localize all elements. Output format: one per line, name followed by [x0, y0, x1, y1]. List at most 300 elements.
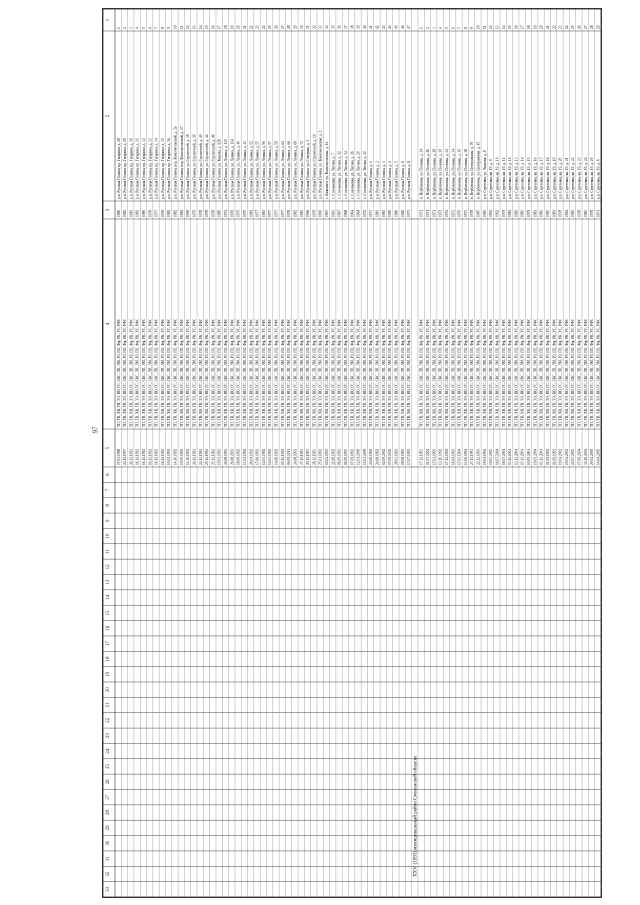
table-cell-addr: р.п. Русская Поляна, ул. Ленина, д. 68	[293, 141, 298, 199]
column-number: 8	[106, 504, 111, 507]
table-cell-date: 03.11.2004	[520, 448, 525, 465]
table-cell-addr: р.п. Русская Поляна, ул. Строителей, д. 14	[312, 134, 317, 199]
table-cell-date: 25.11.1992	[205, 448, 210, 465]
table-cell-date: 01.07.2004	[426, 448, 431, 465]
table-cell-date: 10.03.2003	[489, 448, 494, 465]
table-cell-n: 11	[179, 25, 184, 29]
table-cell-n: 26	[577, 25, 582, 29]
table-cell-n: 5	[142, 27, 147, 29]
table-cell-date: 01.09.1993	[552, 448, 557, 465]
table-cell-addr: р.п. Русская Поляна, ул. Ленина, д. 59	[274, 141, 279, 199]
table-cell-works: ТП, ТВ, ХВ, ГВ, ЭЭ, ВО, ГС, СКС, ЛП, ЛМ, РЗ, ПЛ, Фф, РК, УС, РФС	[400, 318, 405, 427]
table-cell-works: ТП, ТВ, ХВ, ГВ, ЭЭ, ВО, ГС, СКС, ЛП, ЛМ, РЗ, ПЛ, Фф, РК, УС, РФС	[173, 318, 178, 427]
table-cell-date: 13.10.1992	[438, 448, 443, 465]
table-cell-works: ТП, ТВ, ХВ, ГВ, ЭЭ, ВО, ГС, СКС, ЛП, ЛМ, РЗ, ПЛ, Фф, РК, УС, РФС	[375, 318, 380, 427]
column-number: 20	[106, 687, 111, 693]
table-cell-works: ТП, ТВ, ХВ, ГВ, ЭЭ, ВО, ГС, СКС, ЛП, ЛМ, РЗ, ПЛ, Фф, РК, УС, РФС	[224, 318, 229, 427]
table-cell-year: 1984	[179, 209, 184, 217]
table-cell-n: 18	[527, 25, 532, 29]
table-cell-date: 10.05.1992	[179, 448, 184, 465]
table-cell-works: ТП, ТВ, ХВ, ГВ, ЭЭ, ВО, ГС, СКС, ЛП, ЛМ, РЗ, ПЛ, Фф, РК, УС, РФС	[148, 318, 153, 427]
table-cell-works: ТП, ТВ, ХВ, ГВ, ЭЭ, ВО, ГС, СКС, ЛП, ЛМ, РЗ, ПЛ, Фф, РК, УС, РФС	[179, 318, 184, 427]
table-cell-works: ТП, ТВ, ХВ, ГВ, ЭЭ, ВО, ГС, СКС, ЛП, ЛМ, РЗ, ПЛ, Фф, РК, УС, РФС	[407, 318, 412, 427]
column-number: 3	[106, 208, 111, 212]
table-cell-date: 07.09.2002	[388, 448, 393, 465]
table-cell-date: 17.01.1993	[432, 448, 437, 465]
table-cell-addr: р.п. Сергеевка, кв. 19, д. 11	[501, 157, 506, 199]
table-cell-addr: р.п. Русская Поляна, ул. Ленина, д. 40	[236, 141, 241, 199]
table-cell-n: 17	[520, 25, 525, 29]
table-cell-n: 31	[306, 25, 311, 29]
table-cell-n: 8	[160, 27, 165, 29]
table-cell-addr: р.п. Сергеевка, кв. 19, д. 19	[552, 157, 557, 199]
table-cell-addr: р.п. Русская Поляна, пр. Гагарина, д. 30	[129, 138, 134, 199]
table-cell-year: 1973	[407, 209, 412, 217]
table-cell-date: 26.11.1993	[129, 448, 134, 465]
column-number: 30	[106, 840, 111, 846]
table-cell-addr: р.п. Сергеевка, кв. 19, д. 6	[596, 159, 601, 199]
table-cell-n: 25	[268, 25, 273, 29]
table-cell-n: 27	[280, 25, 285, 29]
table-cell-works: ТП, ТВ, ХВ, ГВ, ЭЭ, ВО, ГС, СКС, ЛП, ЛМ, РЗ, ПЛ, Фф, РК, УС, РФС	[583, 318, 588, 427]
table-cell-date: 19.01.1994	[482, 448, 487, 465]
table-cell-works: ТП, ТВ, ХВ, ГВ, ЭЭ, ВО, ГС, СКС, ЛП, ЛМ, РЗ, ПЛ, Фф, РК, УС, РФС	[482, 318, 487, 427]
table-cell-works: ТП, ТВ, ХВ, ГВ, ЭЭ, ВО, ГС, СКС, ЛП, ЛМ, РЗ, ПЛ, Фф, РК, УС, РФС	[419, 318, 424, 427]
table-cell-addr: р.п. Русская Поляна, ул. Строителей, д. 38	[186, 134, 191, 199]
table-cell-addr: р.п. Сергеевка, кв. 19, д. 13	[514, 157, 519, 199]
table-cell-year: 1975	[236, 209, 241, 217]
table-cell-works: ТП, ТВ, ХВ, ГВ, ЭЭ, ВО, ГС, СКС, ЛП, ЛМ, РЗ, ПЛ, Фф, РК, УС, РФС	[489, 318, 494, 427]
table-cell-date: 03.11.2004	[539, 448, 544, 465]
page-number: 97	[91, 426, 100, 434]
table-cell-addr: р.п. Русская Поляна, ул. Строителей, д. 46	[211, 134, 216, 199]
table-cell-date: 14.10.1992	[173, 448, 178, 465]
table-cell-date: 24.08.1993	[293, 448, 298, 465]
table-cell-year: 1971	[426, 209, 431, 217]
table-cell-year: 1978	[577, 209, 582, 217]
table-cell-addr: р.п. Русская Поляна, ул. Ленина, д. 130	[224, 139, 229, 199]
table-cell-n: 29	[293, 25, 298, 29]
table-cell-works: ТП, ТВ, ХВ, ГВ, ЭЭ, ВО, ГС, СКС, ЛП, ЛМ, РЗ, ПЛ, Фф, РК, УС, РФС	[116, 318, 121, 427]
table-cell-addr: р.п. Русская Поляна, ул. Ленина, д. 55	[255, 141, 260, 199]
table-cell-addr: р.п. Русская Поляна, ул. Строителей, д. 40	[198, 134, 203, 199]
table-cell-n: 7	[457, 27, 462, 29]
table-cell-n: 22	[552, 25, 557, 29]
table-cell-addr: п. Верблюжка, ул. Полевая, д. 28	[432, 148, 437, 199]
table-cell-date: 13.06.1994	[463, 448, 468, 465]
table-cell-date: 16.11.1992	[160, 448, 165, 465]
table-cell-n: 3	[129, 27, 134, 29]
table-cell-addr: п. Верблюжка, ул. Полевая, д. 38	[463, 148, 468, 199]
table-cell-addr: р.п. Русская Поляна, ул. Северная, д. 1	[306, 139, 311, 199]
table-cell-date: 16.07.2004	[501, 448, 506, 465]
table-cell-works: ТП, ТВ, ХВ, ГВ, ЭЭ, ВО, ГС, СКС, ЛП, ЛМ, РЗ, ПЛ, Фф, РК, УС, РФС	[476, 318, 481, 427]
table-cell-addr: р.п. Русская Поляна, пр. Гагарина, д. 28	[116, 138, 121, 199]
column-number: 25	[106, 763, 111, 769]
table-cell-addr: р.п. Русская Поляна, пр. Гагарина, д. 35	[160, 138, 165, 199]
table-cell-n: 14	[198, 25, 203, 29]
table-cell-addr: п. Верблюжка, ул. Полевая, д. 32	[444, 148, 449, 199]
table-cell-n: 15	[205, 25, 210, 29]
table-cell-n: 20	[539, 25, 544, 29]
column-number: 9	[106, 519, 111, 522]
table-cell-year: 1978	[470, 209, 475, 217]
table-cell-works: ТП, ТВ, ХВ, ГВ, ЭЭ, ВО, ГС, СКС, ЛП, ЛМ, РЗ, ПЛ, Фф, РК, УС, РФС	[394, 318, 399, 427]
table-cell-n: 28	[590, 25, 595, 29]
table-cell-addr: р.п. Сергеевка, кв. 19, д. 9	[489, 159, 494, 199]
table-cell-n: 24	[261, 25, 266, 29]
table-cell-addr: р.п. Русская Поляна, д. 6	[400, 161, 405, 199]
table-cell-addr: р.п. Русская Поляна, д. 1	[369, 161, 374, 199]
table-cell-year: 1971	[419, 209, 424, 217]
table-cell-year: 1964	[350, 209, 355, 217]
table-cell-year: 1980	[394, 209, 399, 217]
table-cell-date: 07.09.2004	[577, 448, 582, 465]
table-cell-n: 40	[362, 25, 367, 29]
table-cell-n: 34	[325, 25, 330, 29]
table-cell-addr: р.п. Сергеевка, кв. 19, д. 25	[590, 157, 595, 199]
column-number: 21	[106, 702, 111, 708]
table-cell-date: 02.04.1993	[325, 448, 330, 465]
table-cell-works: ТП, ТВ, ХВ, ГВ, ЭЭ, ВО, ГС, СКС, ЛП, ЛМ, РЗ, ПЛ, Фф, РК, УС, РФС	[552, 318, 557, 427]
table-cell-date: 16.07.2004	[495, 448, 500, 465]
column-number: 18	[106, 656, 111, 662]
table-cell-year: 1982	[293, 209, 298, 217]
table-cell-date: 12.01.2009	[356, 448, 361, 465]
table-cell-addr: р.п. Русская Поляна, пр. Гагарина, д. 36	[167, 138, 172, 199]
table-cell-year: 1983	[571, 209, 576, 217]
table-cell-date: 26.08.1993	[224, 448, 229, 465]
table-cell-works: ТП, ТВ, ХВ, ГВ, ЭЭ, ВО, ГС, СКС, ЛП, ЛМ, РЗ, ПЛ, Фф, РК, УС, РФС	[571, 318, 576, 427]
table-cell-year: 1983	[583, 209, 588, 217]
table-cell-year: 1979	[501, 209, 506, 217]
table-cell-works: ТП, ТВ, ХВ, ГВ, ЭЭ, ВО, ГС, СКС, ЛП, ЛМ, РЗ, ПЛ, Фф, РК, УС, РФС	[426, 318, 431, 427]
table-cell-year: 1985	[388, 209, 393, 217]
table-cell-date: 19.11.1992	[280, 448, 285, 465]
table-cell-works: ТП, ТВ, ХВ, ГВ, ЭЭ, ВО, ГС, СКС, ЛП, ЛМ, РЗ, ПЛ, Фф, РК, УС, РФС	[142, 318, 147, 427]
table-cell-year: 1977	[154, 209, 159, 217]
table-cell-date: 16.11.1992	[135, 448, 140, 465]
table-cell-addr: р.п. Сергеевка, кв. 19, д. 22	[571, 157, 576, 199]
table-cell-works: ТП, ТВ, ХВ, ГВ, ЭЭ, ВО, ГС, СКС, ЛП, ЛМ, РЗ, ПЛ, Фф, РК, УС, РФС	[154, 318, 159, 427]
table-cell-date: 28.03.1993	[394, 448, 399, 465]
table-cell-n: 25	[571, 25, 576, 29]
table-cell-addr: п. Верблюжка, ул. Полевая, д. 30	[438, 148, 443, 199]
column-number: 10	[106, 533, 111, 539]
table-cell-addr: р.п. Русская Поляна, ул. Кирова, д. 128	[217, 139, 222, 199]
table-cell-n: 10	[173, 25, 178, 29]
table-cell-n: 22	[249, 25, 254, 29]
table-cell-year: 1978	[211, 209, 216, 217]
table-cell-year: 1972	[444, 209, 449, 217]
table-cell-date: 17.07.1993	[407, 448, 412, 465]
table-cell-year: 1973	[451, 209, 456, 217]
column-number: 32	[106, 871, 111, 877]
table-cell-date: 26.04.1992	[249, 448, 254, 465]
table-cell-date: 22.08.1992	[331, 448, 336, 465]
table-cell-n: 15	[508, 25, 513, 29]
table-cell-date: 12.01.2009	[362, 448, 367, 465]
column-number: 7	[106, 488, 111, 492]
column-number: 31	[106, 856, 111, 862]
table-cell-n: 29	[596, 25, 601, 29]
table-cell-addr: с. Соловьевка, ул. Титова, д. 20	[356, 151, 361, 199]
table-cell-date: 13.11.2004	[514, 448, 519, 465]
table-cell-works: ТП, ТВ, ХВ, ГВ, ЭЭ, ВО, ГС, СКС, ЛП, ЛМ, РЗ, ПЛ, Фф, РК, УС, РФС	[470, 318, 475, 427]
table-cell-addr: п. Верблюжка, ул. Полевая, д. 36	[457, 148, 462, 199]
table-cell-date: 16.11.1992	[154, 448, 159, 465]
table-cell-addr: р.п. Русская Поляна, д. 3	[381, 161, 386, 199]
column-number: 29	[106, 825, 111, 831]
table-cell-works: ТП, ТВ, ХВ, ГВ, ЭЭ, ВО, ГС, СКС, ЛП, ЛМ, РЗ, ПЛ, Фф, РК, УС, РФС	[167, 318, 172, 427]
table-cell-n: 9	[470, 27, 475, 29]
table-cell-n: 28	[287, 25, 292, 29]
table-cell-n: 1	[116, 27, 121, 29]
table-cell-works: ТП, ТВ, ХВ, ГВ, ЭЭ, ВО, ГС, СКС, ЛП, ЛМ, РЗ, ПЛ, Фф, РК, УС, РФС	[369, 318, 374, 427]
table-cell-date: 19.04.2002	[558, 448, 563, 465]
table-cell-year: 1978	[287, 209, 292, 217]
table-cell-addr: р.п. Сергеевка, кв. 19, д. 18	[545, 157, 550, 199]
table-cell-addr: р.п. Сергеевка, кв. 19, д. 16	[533, 157, 538, 199]
table-cell-n: 9	[167, 27, 172, 29]
table-cell-date: 16.11.1992	[142, 448, 147, 465]
table-cell-year: 1992	[495, 209, 500, 217]
table-cell-addr: п. Верблюжка, ул. Полевая, д. 34	[451, 148, 456, 199]
table-cell-n: 2	[123, 27, 128, 29]
table-cell-n: 43	[381, 25, 386, 29]
table-cell-year: 1992	[489, 209, 494, 217]
table-cell-addr: с. Соловьевка, ул. Титова, д. 7	[331, 153, 336, 199]
table-cell-date: 24.08.1992	[369, 448, 374, 465]
table-cell-addr: р.п. Русская Поляна, ул. Ленина, д. 134	[230, 139, 235, 199]
table-cell-date: 22.07.2003	[571, 448, 576, 465]
table-cell-addr: р.п. Сергеевка, кв. 19, д. 12	[508, 157, 513, 199]
table-cell-n: 12	[489, 25, 494, 29]
column-number: 23	[106, 733, 111, 739]
table-cell-addr: с. Соловьевка, ул. Титова, д. 16	[350, 151, 355, 199]
table-cell-date: 16.04.1993	[451, 448, 456, 465]
table-cell-date: 28.11.1993	[312, 448, 317, 465]
table-cell-year: 1982	[135, 209, 140, 217]
table-cell-works: ТП, ТВ, ХВ, ГВ, ЭЭ, ВО, ГС, СКС, ЛП, ЛМ, РЗ, ПЛ, Фф, РК, УС, РФС	[438, 318, 443, 427]
table-cell-year: 1982	[167, 209, 172, 217]
table-cell-addr: р.п. Русская Поляна, ул. Ленина, д. 56	[261, 141, 266, 199]
table-cell-n: 38	[350, 25, 355, 29]
table-cell-n: 47	[407, 25, 412, 29]
table-cell-n: 4	[135, 27, 140, 29]
table-cell-n: 32	[312, 25, 317, 29]
column-number: 11	[106, 549, 111, 554]
table-cell-works: ТП, ТВ, ХВ, ГВ, ЭЭ, ВО, ГС, СКС, ЛП, ЛМ, РЗ, ПЛ, Фф, РК, УС, РФС	[457, 318, 462, 427]
table-cell-addr: р.п. Сергеевка, кв. 19, д. 24	[583, 157, 588, 199]
table-cell-year: 1978	[148, 209, 153, 217]
column-number: 6	[106, 473, 111, 476]
column-number: 17	[106, 641, 111, 647]
table-cell-n: 45	[394, 25, 399, 29]
table-cell-date: 24.11.1992	[198, 448, 203, 465]
table-cell-year: 1967	[325, 209, 330, 217]
table-cell-year: 1970	[457, 209, 462, 217]
table-cell-works: ТП, ТВ, ХВ, ГВ, ЭЭ, ВО, ГС, СКС, ЛП, ЛМ, РЗ, ПЛ, Фф, РК, УС, РФС	[123, 318, 128, 427]
table-cell-works: ТП, ТВ, ХВ, ГВ, ЭЭ, ВО, ГС, СКС, ЛП, ЛМ, РЗ, ПЛ, Фф, РК, УС, РФС	[287, 318, 292, 427]
column-number: 19	[106, 671, 111, 677]
table-cell-works: ТП, ТВ, ХВ, ГВ, ЭЭ, ВО, ГС, СКС, ЛП, ЛМ, РЗ, ПЛ, Фф, РК, УС, РФС	[135, 318, 140, 427]
column-number: 16	[106, 625, 111, 631]
table-cell-addr: п. Верблюжка, ул. Центральная, д. 15	[476, 141, 481, 199]
table-cell-works: ТП, ТВ, ХВ, ГВ, ЭЭ, ВО, ГС, СКС, ЛП, ЛМ, РЗ, ПЛ, Фф, РК, УС, РФС	[451, 318, 456, 427]
table-cell-works: ТП, ТВ, ХВ, ГВ, ЭЭ, ВО, ГС, СКС, ЛП, ЛМ, РЗ, ПЛ, Фф, РК, УС, РФС	[337, 318, 342, 427]
table-cell-works: ТП, ТВ, ХВ, ГВ, ЭЭ, ВО, ГС, СКС, ЛП, ЛМ, РЗ, ПЛ, Фф, РК, УС, РФС	[217, 318, 222, 427]
table-cell-addr: р.п. Русская Поляна, ул. Строителей, д. 39	[192, 134, 197, 199]
table-cell-works: ТП, ТВ, ХВ, ГВ, ЭЭ, ВО, ГС, СКС, ЛП, ЛМ, РЗ, ПЛ, Фф, РК, УС, РФС	[343, 318, 348, 427]
table-cell-n: 19	[230, 25, 235, 29]
column-number: 12	[106, 564, 111, 570]
table-cell-date: 07.09.1993	[350, 448, 355, 465]
column-number: 24	[106, 748, 111, 754]
table-cell-date: 25.11.1992	[211, 448, 216, 465]
table-cell-works: ТП, ТВ, ХВ, ГВ, ЭЭ, ВО, ГС, СКС, ЛП, ЛМ, РЗ, ПЛ, Фф, РК, УС, РФС	[230, 318, 235, 427]
table-cell-addr: р.п. Сергеевка, кв. 19, д. 15	[527, 157, 532, 199]
table-cell-year: 1977	[255, 209, 260, 217]
table-cell-year: 1977	[268, 209, 273, 217]
table-cell-works: ТП, ТВ, ХВ, ГВ, ЭЭ, ВО, ГС, СКС, ЛП, ЛМ, РЗ, ПЛ, Фф, РК, УС, РФС	[299, 318, 304, 427]
table-cell-date: 25.01.1993	[318, 448, 323, 465]
table-cell-works: ТП, ТВ, ХВ, ГВ, ЭЭ, ВО, ГС, СКС, ЛП, ЛМ, РЗ, ПЛ, Фф, РК, УС, РФС	[388, 318, 393, 427]
table-cell-year: 1979	[192, 209, 197, 217]
table-cell-date: 27.11.1993	[470, 448, 475, 465]
table-cell-n: 26	[274, 25, 279, 29]
table-cell-works: ТП, ТВ, ХВ, ГВ, ЭЭ, ВО, ГС, СКС, ЛП, ЛМ, РЗ, ПЛ, Фф, РК, УС, РФС	[564, 318, 569, 427]
table-cell-works: ТП, ТВ, ХВ, ГВ, ЭЭ, ВО, ГС, СКС, ЛП, ЛМ, РЗ, ПЛ, Фф, РК, УС, РФС	[596, 318, 601, 427]
table-cell-works: ТП, ТВ, ХВ, ГВ, ЭЭ, ВО, ГС, СКС, ЛП, ЛМ, РЗ, ПЛ, Фф, РК, УС, РФС	[350, 318, 355, 427]
table-cell-addr: р.п. Сергеевка, кв. 19, д. 21	[564, 157, 569, 199]
table-cell-works: ТП, ТВ, ХВ, ГВ, ЭЭ, ВО, ГС, СКС, ЛП, ЛМ, РЗ, ПЛ, Фф, РК, УС, РФС	[261, 318, 266, 427]
table-cell-n: 33	[318, 25, 323, 29]
table-cell-n: 2	[426, 27, 431, 29]
table-cell-addr: р.п. Русская Поляна, пер. Комсомольский, д. 2а	[173, 126, 178, 199]
column-number-header	[106, 18, 111, 892]
table-cell-date: 19.04.2002	[564, 448, 569, 465]
table-cell-year: 1983	[375, 209, 380, 217]
table-cell-year: 1979	[527, 209, 532, 217]
table-cell-works: ТП, ТВ, ХВ, ГВ, ЭЭ, ВО, ГС, СКС, ЛП, ЛМ, РЗ, ПЛ, Фф, РК, УС, РФС	[590, 318, 595, 427]
table-cell-date: 30.10.2004	[583, 448, 588, 465]
table-cell-year: 1971	[432, 209, 437, 217]
table-cell-works: ТП, ТВ, ХВ, ГВ, ЭЭ, ВО, ГС, СКС, ЛП, ЛМ, РЗ, ПЛ, Фф, РК, УС, РФС	[211, 318, 216, 427]
table-cell-n: 4	[438, 27, 443, 29]
table-cell-addr: р.п. Русская Поляна, пр. Гагарина, д. 31	[135, 138, 140, 199]
table-cell-n: 37	[343, 25, 348, 29]
table-cell-works: ТП, ТВ, ХВ, ГВ, ЭЭ, ВО, ГС, СКС, ЛП, ЛМ, РЗ, ПЛ, Фф, РК, УС, РФС	[533, 318, 538, 427]
table-cell-works: ТП, ТВ, ХВ, ГВ, ЭЭ, ВО, ГС, СКС, ЛП, ЛМ, РЗ, ПЛ, Фф, РК, УС, РФС	[242, 318, 247, 427]
table-cell-addr: р.п. Русская Поляна, пр. Гагарина, д. 29	[123, 138, 128, 199]
table-cell-year: 1983	[552, 209, 557, 217]
table-cell-n: 30	[299, 25, 304, 29]
column-number: 4	[106, 322, 111, 326]
table-cell-n: 39	[356, 25, 361, 29]
table-cell-addr: с. Кивеньга, ул. Комсомольская, д. 14	[325, 141, 330, 199]
table-cell-n: 14	[501, 25, 506, 29]
table-cell-works: ТП, ТВ, ХВ, ГВ, ЭЭ, ВО, ГС, СКС, ЛП, ЛМ, РЗ, ПЛ, Фф, РК, УС, РФС	[577, 318, 582, 427]
table-cell-works: ТП, ТВ, ХВ, ГВ, ЭЭ, ВО, ГС, СКС, ЛП, ЛМ, РЗ, ПЛ, Фф, РК, УС, РФС	[198, 318, 203, 427]
table-cell-date: 02.09.2002	[381, 448, 386, 465]
table-cell-addr: р.п. Сергеевка, кв. 19, д. 14	[520, 157, 525, 199]
table-cell-date: 26.08.2003	[230, 448, 235, 465]
table-cell-works: ТП, ТВ, ХВ, ГВ, ЭЭ, ВО, ГС, СКС, ЛП, ЛМ, РЗ, ПЛ, Фф, РК, УС, РФС	[463, 318, 468, 427]
table-cell-addr: р.п. Русская Поляна, ул. Ленина, д. 43	[242, 141, 247, 199]
table-cell-year: 1975	[242, 209, 247, 217]
table-cell-addr: р.п. Русская Поляна, пр. Гагарина, д. 33	[148, 138, 153, 199]
table-cell-addr: р.п. Русская Поляна, д. 4	[388, 161, 393, 199]
table-cell-works: ТП, ТВ, ХВ, ГВ, ЭЭ, ВО, ГС, СКС, ЛП, ЛМ, РЗ, ПЛ, Фф, РК, УС, РФС	[280, 318, 285, 427]
table-cell-addr: р.п. Сергеевка, кв. 19, д. 23	[577, 157, 582, 199]
table-cell-addr: р.п. Русская Поляна, д. 2	[375, 161, 380, 199]
table-cell-addr: р.п. Русская Поляна, ул. Ленина, д. 57	[268, 141, 273, 199]
table-cell-n: 35	[331, 25, 336, 29]
table-cell-date: 29.04.2005	[590, 448, 595, 465]
table-cell-date: 10.02.1992	[167, 448, 172, 465]
table-cell-addr: р.п. Русская Поляна, пр. Гагарина, д. 32	[142, 138, 147, 199]
column-number: 15	[106, 610, 111, 616]
table-cell-year: 1977	[274, 209, 279, 217]
table-cell-year: 1982	[123, 209, 128, 217]
table-cell-year: 1983	[381, 209, 386, 217]
table-cell-n: 21	[242, 25, 247, 29]
table-cell-n: 10	[476, 25, 481, 29]
table-cell-year: 1983	[299, 209, 304, 217]
table-cell-addr: с. Соловьевка, ул. Титова, д. 14	[343, 151, 348, 199]
table-cell-n: 6	[451, 27, 456, 29]
table-cell-works: ТП, ТВ, ХВ, ГВ, ЭЭ, ВО, ГС, СКС, ЛП, ЛМ, РЗ, ПЛ, Фф, РК, УС, РФС	[508, 318, 513, 427]
table-cell-works: ТП, ТВ, ХВ, ГВ, ЭЭ, ВО, ГС, СКС, ЛП, ЛМ, РЗ, ПЛ, Фф, РК, УС, РФС	[129, 318, 134, 427]
column-number: 14	[106, 595, 111, 601]
table-cell-n: 46	[400, 25, 405, 29]
table-cell-works: ТП, ТВ, ХВ, ГВ, ЭЭ, ВО, ГС, СКС, ЛП, ЛМ, РЗ, ПЛ, Фф, РК, УС, РФС	[255, 318, 260, 427]
table-cell-addr: р.п. Русская Поляна, пер. Комсомольский, д. 27	[179, 126, 184, 199]
table-cell-n: 27	[583, 25, 588, 29]
table-cell-year: 1966	[306, 209, 311, 217]
table-cell-n: 3	[432, 27, 437, 29]
table-cell-n: 8	[463, 27, 468, 29]
table-cell-works: ТП, ТВ, ХВ, ГВ, ЭЭ, ВО, ГС, СКС, ЛП, ЛМ, РЗ, ПЛ, Фф, РК, УС, РФС	[362, 318, 367, 427]
table-cell-works: ТП, ТВ, ХВ, ГВ, ЭЭ, ВО, ГС, СКС, ЛП, ЛМ, РЗ, ПЛ, Фф, РК, УС, РФС	[236, 318, 241, 427]
table-cell-year: 1983	[129, 209, 134, 217]
table-cell-date: 09.08.1993	[400, 448, 405, 465]
table-cell-n: 16	[211, 25, 216, 29]
table-cell-n: 20	[236, 25, 241, 29]
table-cell-works: ТП, ТВ, ХВ, ГВ, ЭЭ, ВО, ГС, СКС, ЛП, ЛМ, РЗ, ПЛ, Фф, РК, УС, РФС	[558, 318, 563, 427]
table-cell-n: 23	[558, 25, 563, 29]
table-cell-addr: п. Верблюжка, ул. Центральная, д. 79	[470, 141, 475, 199]
table-cell-works: ТП, ТВ, ХВ, ГВ, ЭЭ, ВО, ГС, СКС, ЛП, ЛМ, РЗ, ПЛ, Фф, РК, УС, РФС	[325, 318, 330, 427]
table-cell-addr: р.п. Русская Поляна, ул. Ленина, д. 72	[299, 141, 304, 199]
table-cell-year: 1963	[331, 209, 336, 217]
table-cell-works: ТП, ТВ, ХВ, ГВ, ЭЭ, ВО, ГС, СКС, ЛП, ЛМ, РЗ, ПЛ, Фф, РК, УС, РФС	[495, 318, 500, 427]
table-cell-addr: р.п. Сергеевка, кв. 19, д. 20	[558, 157, 563, 199]
table-cell-year: 1983	[545, 209, 550, 217]
table-cell-works: ТП, ТВ, ХВ, ГВ, ЭЭ, ВО, ГС, СКС, ЛП, ЛМ, РЗ, ПЛ, Фф, РК, УС, РФС	[545, 318, 550, 427]
table-cell-year: 1982	[173, 209, 178, 217]
table-cell-n: 19	[533, 25, 538, 29]
table-cell-n: 24	[564, 25, 569, 29]
table-cell-year: 1977	[280, 209, 285, 217]
table-cell-date: 17.12.1992	[444, 448, 449, 465]
table-cell-year: 1987	[476, 209, 481, 217]
table-cell-n: 23	[255, 25, 260, 29]
table-cell-works: ТП, ТВ, ХВ, ГВ, ЭЭ, ВО, ГС, СКС, ЛП, ЛМ, РЗ, ПЛ, Фф, РК, УС, РФС	[356, 318, 361, 427]
table-cell-date: 10.05.2004	[527, 448, 532, 465]
table-cell-addr: р.п. Русская Поляна, ул. Ленина, д. 52	[249, 141, 254, 199]
